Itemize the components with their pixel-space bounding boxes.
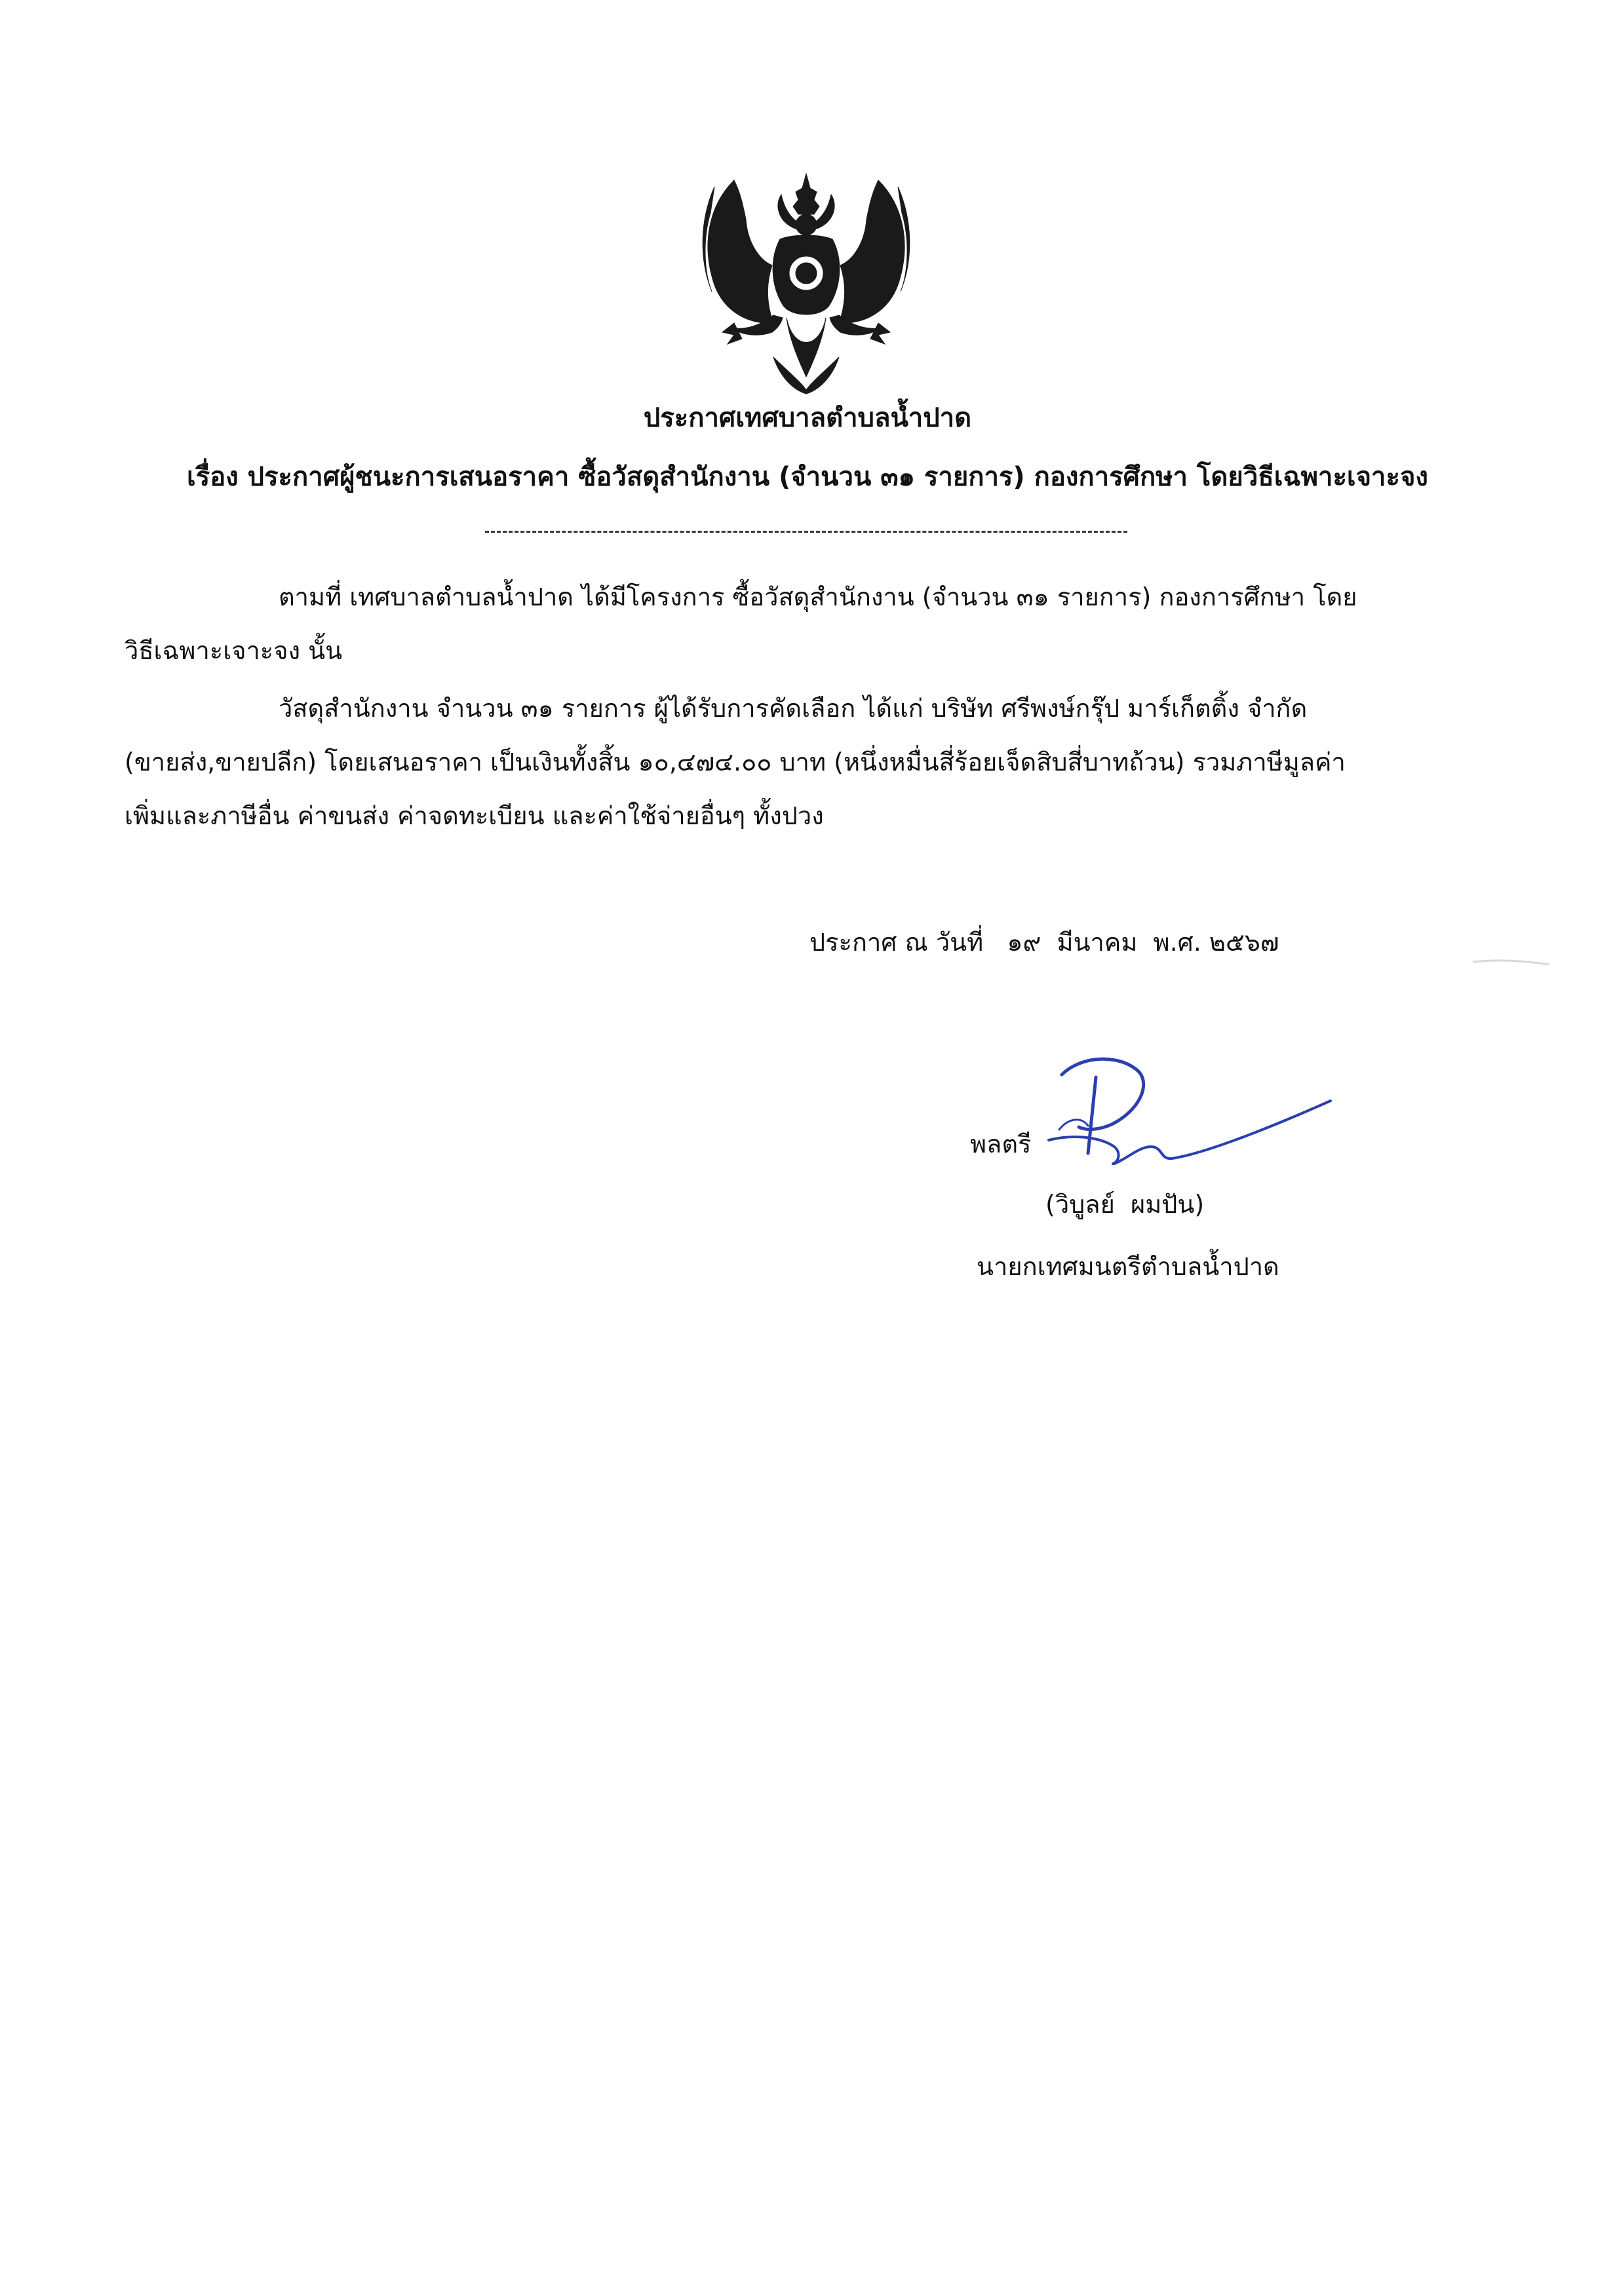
- document-subject: เรื่อง ประกาศผู้ชนะการเสนอราคา ซื้อวัสดุสำนักงาน (จำนวน ๓๑ รายการ) กองการศึกษา โดยวิธีเฉพาะเจาะจง: [187, 462, 1428, 492]
- announced-date: ประกาศ ณ วันที่ ๑๙ มีนาคม พ.ศ. ๒๕๖๗: [809, 928, 1279, 957]
- signer-name: (วิบูลย์ ผมปัน): [1045, 1190, 1205, 1219]
- paragraph-1: [125, 570, 1494, 678]
- paragraph-2-line-2: (ขายส่ง,ขายปลีก) โดยเสนอราคา เป็นเงินทั้งสิ้น ๑๐,๔๗๔.๐๐ บาท (หนึ่งหมื่นสี่ร้อยเจ็ดสิบสี่บาทถ้วน) รวมภาษีมูลค่า: [125, 748, 1346, 776]
- garuda-emblem-icon: [695, 161, 918, 396]
- paragraph-2: [125, 681, 1494, 843]
- paragraph-2-line-1: วัสดุสำนักงาน จำนวน ๓๑ รายการ ผู้ได้รับการคัดเลือก ได้แก่ บริษัท ศรีพงษ์กรุ๊ป มาร์เก็ตติ้ง จำกัด: [279, 694, 1308, 723]
- paragraph-1-line-1: ตามที่ เทศบาลตำบลน้ำปาด ได้มีโครงการ ซื้อวัสดุสำนักงาน (จำนวน ๓๑ รายการ) กองการศึกษา โดย: [279, 583, 1357, 611]
- signer-position: นายกเทศมนตรีตำบลน้ำปาด: [977, 1252, 1279, 1281]
- paragraph-2-line-3: เพิ่มและภาษีอื่น ค่าขนส่ง ค่าจดทะเบียน และค่าใช้จ่ายอื่นๆ ทั้งปวง: [125, 801, 824, 830]
- document-title: ประกาศเทศบาลตำบลน้ำปาด: [643, 403, 972, 433]
- separator-line: [485, 531, 1127, 533]
- paragraph-1-line-2: วิธีเฉพาะเจาะจง นั้น: [125, 636, 343, 665]
- signer-rank: พลตรี: [970, 1130, 1032, 1158]
- scan-artifact: [1471, 957, 1550, 970]
- signature-icon: [1022, 1048, 1337, 1179]
